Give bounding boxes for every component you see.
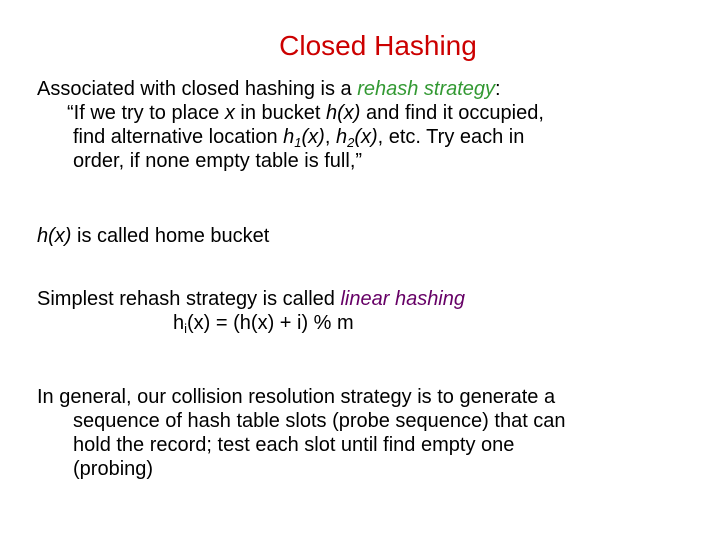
paragraph-line [37,224,677,248]
rehash-strategy-paragraph [37,77,677,173]
text-run: Associated with closed hashing is a [37,78,358,100]
subscript: 2 [347,135,355,150]
paragraph-line: (probing) [73,458,154,480]
slide-title: Closed Hashing [279,30,477,61]
paragraph-line: In general, our collision resolution strategy is to generate a [37,386,556,408]
subscript: 1 [294,135,302,150]
text-run: h [283,126,295,148]
subscript: i [184,321,188,336]
text-run: , [324,126,336,148]
text-run: (x) = (h(x) + i) % m [187,312,354,334]
text-run: find alternative location [73,126,284,148]
quote-line [37,125,677,149]
text-run: h [173,312,185,334]
text-run: (x) [354,126,378,148]
text-run: x [224,102,235,124]
text-run: h(x) [326,102,361,124]
text-run: and find it occupied, [360,102,544,124]
text-run: in bucket [234,102,327,124]
paragraph-line [37,77,677,101]
linear-hashing-formula [37,311,677,335]
text-run: h [335,126,348,148]
text-run: “If we try to place [67,102,225,124]
rehash-strategy-term: rehash strategy [357,78,496,100]
paragraph-line [37,287,677,311]
collision-resolution-paragraph [37,385,677,481]
text-run: , etc. Try each in [377,126,525,148]
text-run: h(x) [37,225,72,247]
quote-line [37,101,677,125]
text-run: : [495,78,501,100]
linear-hashing-term: linear hashing [340,288,465,310]
linear-hashing-paragraph [37,287,677,335]
text-run: (x) [301,126,325,148]
quote-line: order, if none empty table is full,” [73,150,363,172]
text-run: Simplest rehash strategy is called [37,288,341,310]
text-run: is called home bucket [71,225,270,247]
paragraph-line: sequence of hash table slots (probe sequence) that can [73,410,566,432]
paragraph-line: hold the record; test each slot until find empty one [73,434,515,456]
home-bucket-paragraph [37,224,677,248]
